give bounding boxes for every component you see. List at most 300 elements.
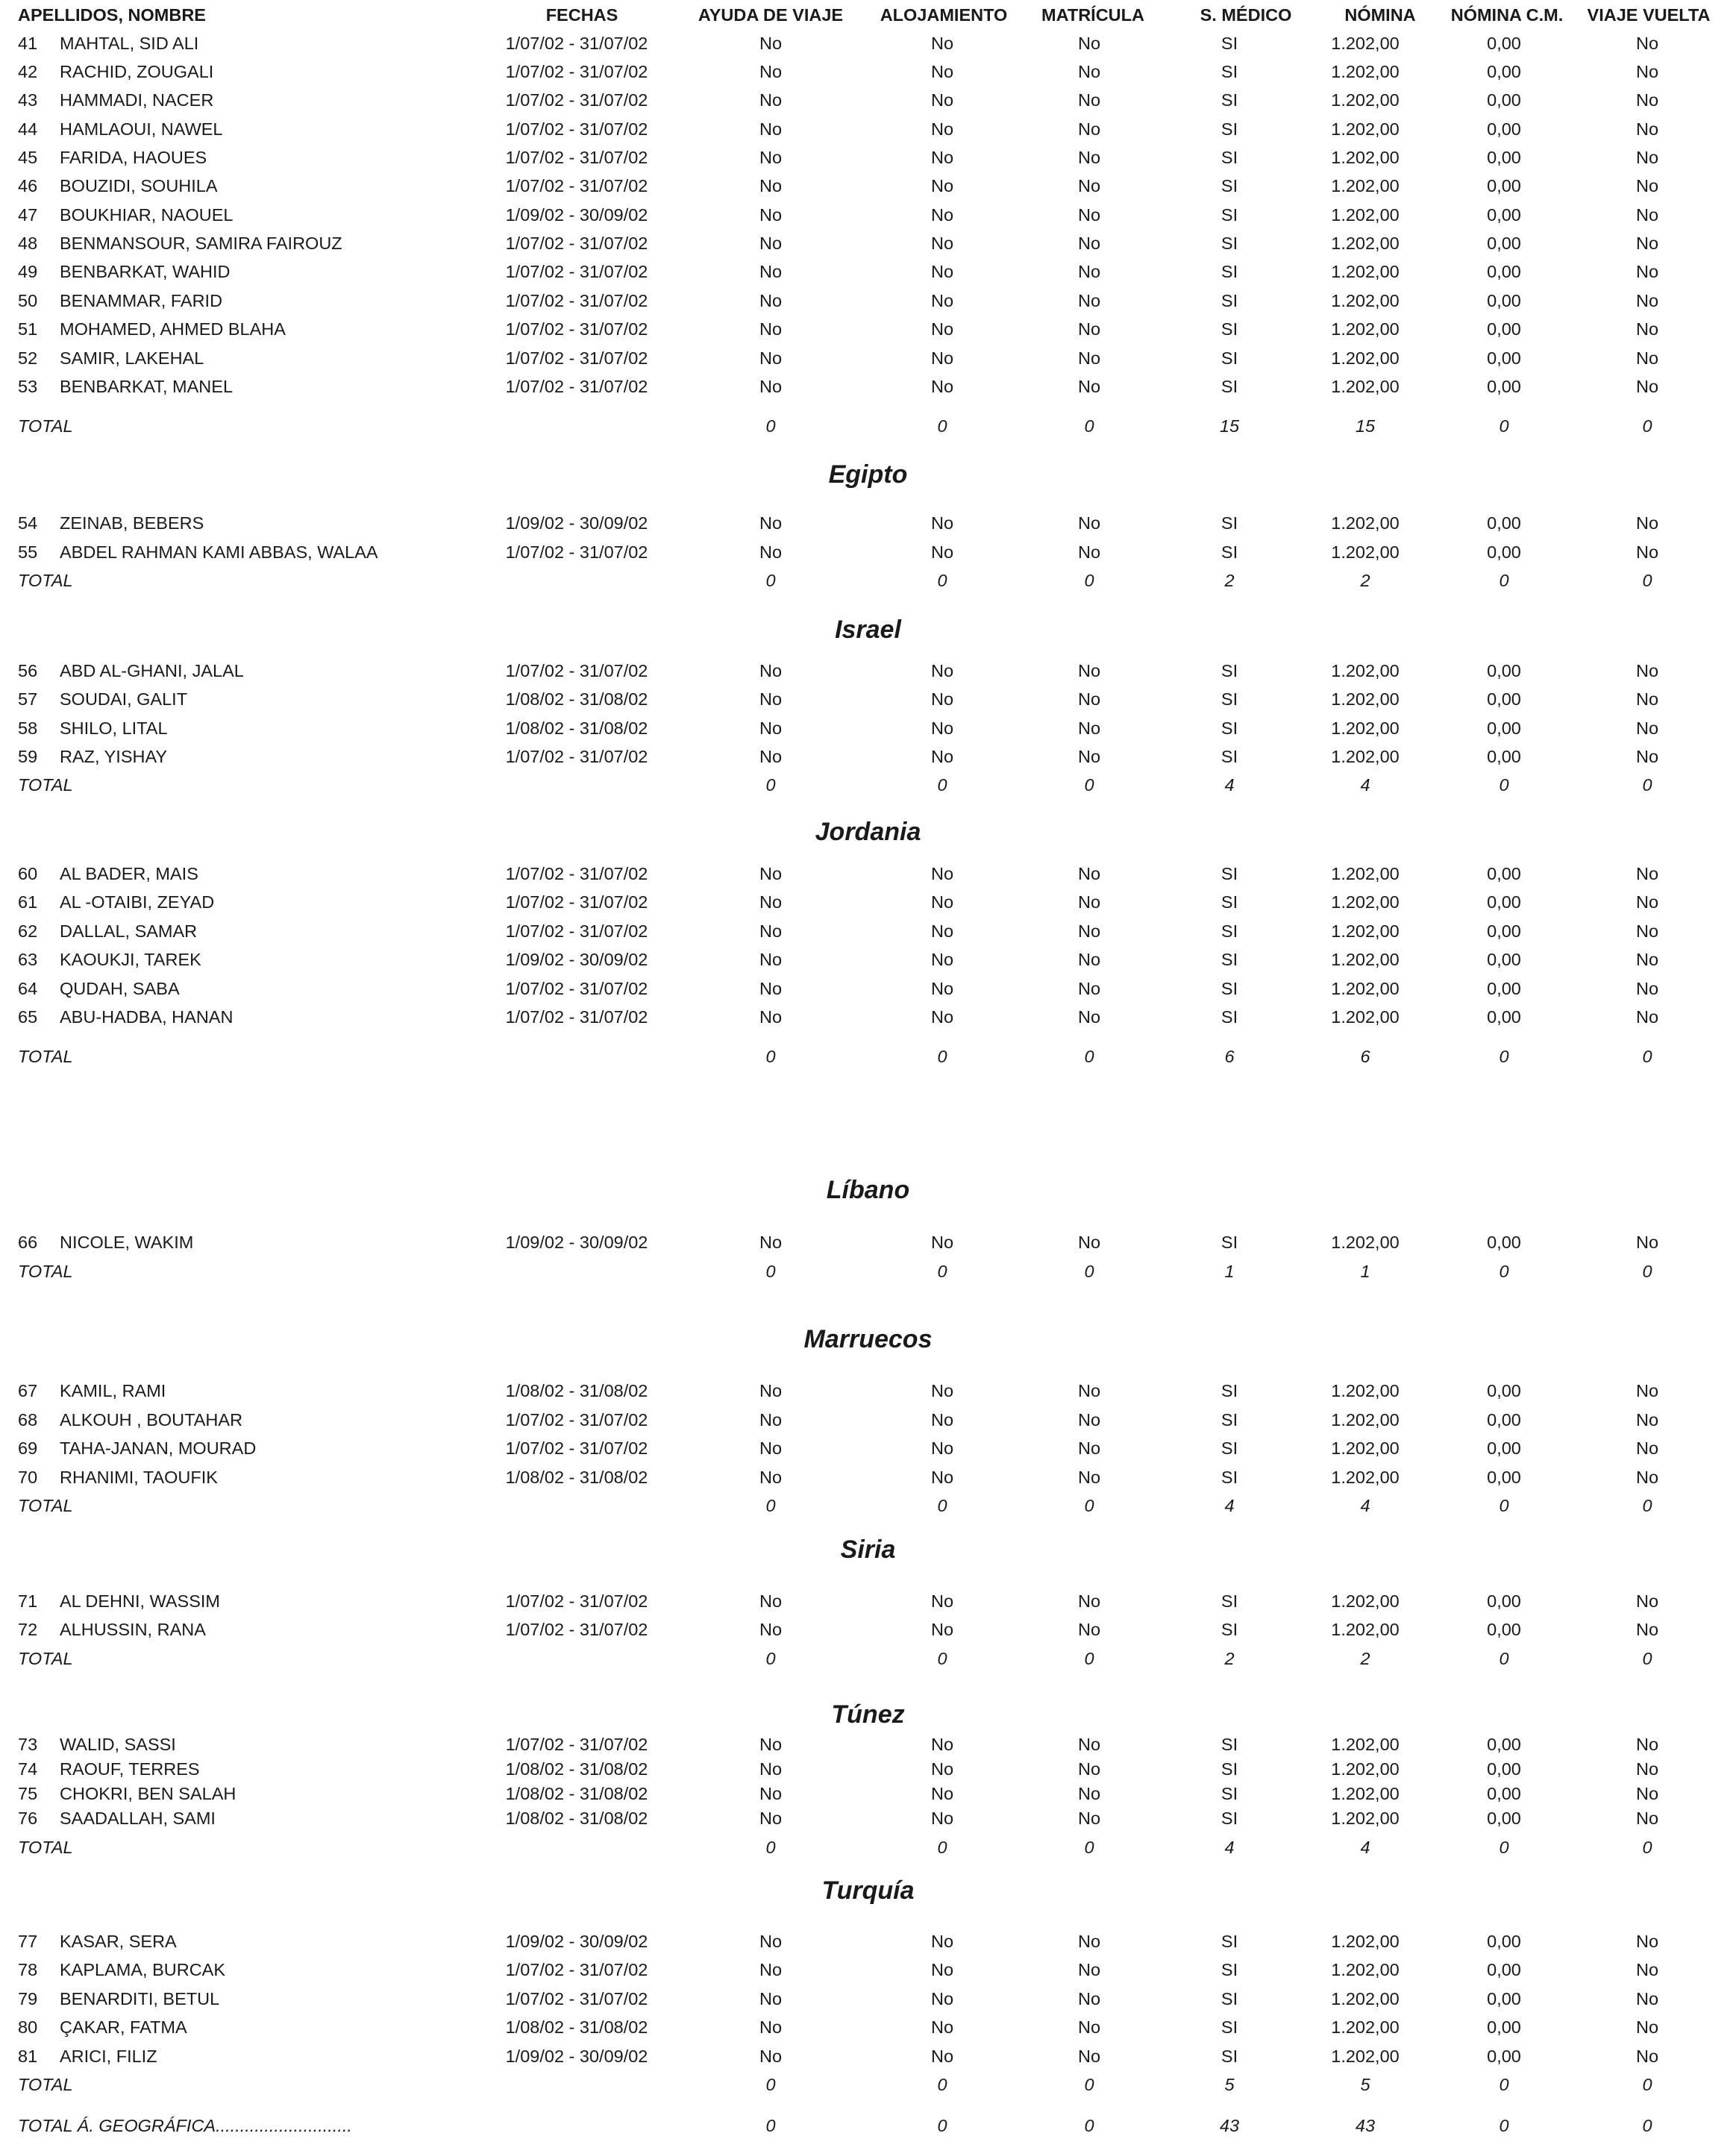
total-nomina: 6	[1360, 1047, 1370, 1066]
total-ayuda: 0	[765, 1838, 776, 1857]
row-smedico: SI	[1220, 661, 1238, 680]
row-nomina-cm: 0,00	[1487, 892, 1521, 912]
table-row	[0, 1928, 1736, 1955]
row-nomina-cm: 0,00	[1487, 979, 1521, 998]
row-matricula: No	[1077, 1438, 1101, 1458]
section-title: Jordania	[815, 818, 921, 846]
row-number: 73	[18, 1735, 38, 1754]
person-name: CHOKRI, BEN SALAH	[60, 1784, 236, 1803]
row-matricula: No	[1077, 1007, 1101, 1027]
row-nomina-cm: 0,00	[1487, 2017, 1521, 2037]
person-name: RAZ, YISHAY	[60, 747, 168, 766]
row-ayuda: No	[759, 892, 783, 912]
person-name: FARIDA, HAOUES	[60, 148, 207, 167]
row-fechas: 1/07/02 - 31/07/02	[505, 747, 648, 766]
row-ayuda: No	[759, 62, 783, 81]
row-nomina: 1.202,00	[1331, 921, 1400, 941]
row-number: 76	[18, 1809, 38, 1828]
row-smedico: SI	[1220, 1989, 1238, 2008]
row-fechas: 1/07/02 - 31/07/02	[505, 291, 648, 310]
row-nomina-cm: 0,00	[1487, 119, 1521, 139]
row-alojamiento: No	[930, 291, 954, 310]
row-ayuda: No	[759, 542, 783, 562]
row-viaje: No	[1635, 1960, 1659, 1979]
row-alojamiento: No	[930, 950, 954, 969]
section-title: Líbano	[826, 1176, 910, 1204]
row-fechas: 1/07/02 - 31/07/02	[505, 661, 648, 680]
total-matricula: 0	[1084, 1496, 1094, 1515]
row-nomina-cm: 0,00	[1487, 1932, 1521, 1951]
grand-total-nomina: 43	[1355, 2116, 1376, 2135]
header-matricula: MATRÍCULA	[1041, 5, 1144, 25]
person-name: MAHTAL, SID ALI	[60, 34, 199, 53]
row-matricula: No	[1077, 1759, 1101, 1779]
row-matricula: No	[1077, 1809, 1101, 1828]
section-title: Israel	[835, 616, 901, 644]
person-name: KASAR, SERA	[60, 1932, 177, 1951]
row-ayuda: No	[759, 1233, 783, 1252]
row-fechas: 1/07/02 - 31/07/02	[505, 234, 648, 253]
total-nomina-cm: 0	[1499, 571, 1509, 590]
section-title: Siria	[840, 1535, 896, 1564]
person-name: DALLAL, SAMAR	[60, 921, 198, 941]
row-smedico: SI	[1220, 921, 1238, 941]
total-ayuda: 0	[765, 1649, 776, 1668]
row-fechas: 1/08/02 - 31/08/02	[505, 1759, 648, 1779]
row-viaje: No	[1635, 148, 1659, 167]
row-matricula: No	[1077, 689, 1101, 709]
grand-total-alojamiento: 0	[937, 2116, 947, 2135]
row-fechas: 1/09/02 - 30/09/02	[505, 513, 648, 533]
row-ayuda: No	[759, 979, 783, 998]
table-row	[0, 1229, 1736, 1256]
row-fechas: 1/09/02 - 30/09/02	[505, 950, 648, 969]
total-nomina: 5	[1360, 2075, 1370, 2094]
row-matricula: No	[1077, 62, 1101, 81]
header-name: APELLIDOS, NOMBRE	[18, 5, 206, 25]
row-matricula: No	[1077, 148, 1101, 167]
row-fechas: 1/08/02 - 31/08/02	[505, 1381, 648, 1400]
total-smedico: 6	[1224, 1047, 1235, 1066]
row-alojamiento: No	[930, 119, 954, 139]
row-number: 61	[18, 892, 38, 912]
row-viaje: No	[1635, 689, 1659, 709]
row-smedico: SI	[1220, 513, 1238, 533]
row-number: 49	[18, 262, 38, 281]
row-ayuda: No	[759, 1620, 783, 1639]
person-name: SHILO, LITAL	[60, 718, 168, 738]
table-row	[0, 316, 1736, 342]
total-nomina: 4	[1360, 775, 1370, 795]
row-nomina: 1.202,00	[1331, 2047, 1400, 2066]
row-smedico: SI	[1220, 1620, 1238, 1639]
row-nomina-cm: 0,00	[1487, 90, 1521, 110]
row-ayuda: No	[759, 119, 783, 139]
row-smedico: SI	[1220, 1932, 1238, 1951]
row-fechas: 1/07/02 - 31/07/02	[505, 377, 648, 396]
row-fechas: 1/07/02 - 31/07/02	[505, 319, 648, 339]
table-row	[0, 2014, 1736, 2041]
row-smedico: SI	[1220, 1735, 1238, 1754]
row-nomina-cm: 0,00	[1487, 1989, 1521, 2008]
row-ayuda: No	[759, 176, 783, 195]
row-nomina: 1.202,00	[1331, 1989, 1400, 2008]
row-fechas: 1/07/02 - 31/07/02	[505, 542, 648, 562]
row-smedico: SI	[1220, 979, 1238, 998]
row-alojamiento: No	[930, 176, 954, 195]
row-number: 55	[18, 542, 38, 562]
row-number: 53	[18, 377, 38, 396]
total-nomina: 15	[1355, 416, 1376, 436]
row-viaje: No	[1635, 1381, 1659, 1400]
row-alojamiento: No	[930, 234, 954, 253]
row-viaje: No	[1635, 176, 1659, 195]
row-number: 56	[18, 661, 38, 680]
table-row	[0, 87, 1736, 113]
row-nomina: 1.202,00	[1331, 319, 1400, 339]
row-viaje: No	[1635, 377, 1659, 396]
row-smedico: SI	[1220, 1410, 1238, 1430]
grand-total-matricula: 0	[1084, 2116, 1094, 2135]
row-nomina-cm: 0,00	[1487, 1381, 1521, 1400]
row-fechas: 1/07/02 - 31/07/02	[505, 921, 648, 941]
person-name: BOUKHIAR, NAOUEL	[60, 205, 234, 225]
row-smedico: SI	[1220, 864, 1238, 883]
table-row	[0, 1588, 1736, 1615]
row-viaje: No	[1635, 513, 1659, 533]
row-alojamiento: No	[930, 2017, 954, 2037]
row-alojamiento: No	[930, 262, 954, 281]
row-fechas: 1/07/02 - 31/07/02	[505, 979, 648, 998]
row-alojamiento: No	[930, 205, 954, 225]
row-nomina-cm: 0,00	[1487, 205, 1521, 225]
row-nomina-cm: 0,00	[1487, 689, 1521, 709]
row-nomina: 1.202,00	[1331, 979, 1400, 998]
row-viaje: No	[1635, 1809, 1659, 1828]
row-smedico: SI	[1220, 234, 1238, 253]
total-viaje: 0	[1642, 1838, 1652, 1857]
row-number: 80	[18, 2017, 38, 2037]
section-title: Egipto	[828, 460, 908, 489]
row-fechas: 1/08/02 - 31/08/02	[505, 1784, 648, 1803]
person-name: AL DEHNI, WASSIM	[60, 1591, 221, 1611]
total-alojamiento: 0	[937, 2075, 947, 2094]
row-alojamiento: No	[930, 1410, 954, 1430]
total-alojamiento: 0	[937, 775, 947, 795]
row-viaje: No	[1635, 1620, 1659, 1639]
row-matricula: No	[1077, 90, 1101, 110]
row-smedico: SI	[1220, 1007, 1238, 1027]
total-alojamiento: 0	[937, 1649, 947, 1668]
row-nomina: 1.202,00	[1331, 892, 1400, 912]
row-viaje: No	[1635, 1410, 1659, 1430]
row-number: 52	[18, 348, 38, 368]
row-smedico: SI	[1220, 718, 1238, 738]
row-viaje: No	[1635, 62, 1659, 81]
row-ayuda: No	[759, 921, 783, 941]
row-nomina: 1.202,00	[1331, 291, 1400, 310]
total-matricula: 0	[1084, 1649, 1094, 1668]
row-fechas: 1/08/02 - 31/08/02	[505, 1809, 648, 1828]
row-nomina: 1.202,00	[1331, 148, 1400, 167]
row-smedico: SI	[1220, 689, 1238, 709]
table-row	[0, 686, 1736, 713]
row-matricula: No	[1077, 234, 1101, 253]
row-number: 67	[18, 1381, 38, 1400]
row-smedico: SI	[1220, 1233, 1238, 1252]
row-alojamiento: No	[930, 747, 954, 766]
row-number: 81	[18, 2047, 38, 2066]
row-matricula: No	[1077, 921, 1101, 941]
row-matricula: No	[1077, 1960, 1101, 1979]
row-smedico: SI	[1220, 34, 1238, 53]
total-matricula: 0	[1084, 1047, 1094, 1066]
row-alojamiento: No	[930, 1381, 954, 1400]
row-smedico: SI	[1220, 291, 1238, 310]
table-row	[0, 975, 1736, 1002]
row-matricula: No	[1077, 262, 1101, 281]
person-name: SAADALLAH, SAMI	[60, 1809, 216, 1828]
grand-total-viaje: 0	[1642, 2116, 1652, 2135]
total-alojamiento: 0	[937, 1262, 947, 1281]
row-matricula: No	[1077, 176, 1101, 195]
row-number: 70	[18, 1468, 38, 1487]
person-name: SAMIR, LAKEHAL	[60, 348, 204, 368]
row-nomina-cm: 0,00	[1487, 661, 1521, 680]
row-viaje: No	[1635, 542, 1659, 562]
row-nomina: 1.202,00	[1331, 1759, 1400, 1779]
row-fechas: 1/09/02 - 30/09/02	[505, 2047, 648, 2066]
total-nomina-cm: 0	[1499, 1047, 1509, 1066]
row-number: 71	[18, 1591, 38, 1611]
total-smedico: 15	[1219, 416, 1240, 436]
row-number: 46	[18, 176, 38, 195]
row-matricula: No	[1077, 1233, 1101, 1252]
person-name: ARICI, FILIZ	[60, 2047, 157, 2066]
row-number: 54	[18, 513, 38, 533]
row-matricula: No	[1077, 348, 1101, 368]
row-number: 60	[18, 864, 38, 883]
row-fechas: 1/08/02 - 31/08/02	[505, 1468, 648, 1487]
row-nomina: 1.202,00	[1331, 1620, 1400, 1639]
row-alojamiento: No	[930, 864, 954, 883]
row-smedico: SI	[1220, 377, 1238, 396]
total-matricula: 0	[1084, 1838, 1094, 1857]
row-ayuda: No	[759, 377, 783, 396]
row-smedico: SI	[1220, 148, 1238, 167]
row-number: 69	[18, 1438, 38, 1458]
person-name: BOUZIDI, SOUHILA	[60, 176, 218, 195]
row-viaje: No	[1635, 747, 1659, 766]
row-matricula: No	[1077, 34, 1101, 53]
total-label: TOTAL	[18, 416, 73, 436]
total-smedico: 2	[1224, 1649, 1235, 1668]
row-nomina: 1.202,00	[1331, 1809, 1400, 1828]
table-row	[0, 1464, 1736, 1491]
row-alojamiento: No	[930, 1591, 954, 1611]
row-number: 43	[18, 90, 38, 110]
total-nomina: 4	[1360, 1496, 1370, 1515]
total-label: TOTAL	[18, 1649, 73, 1668]
person-name: ALHUSSIN, RANA	[60, 1620, 206, 1639]
total-nomina-cm: 0	[1499, 416, 1509, 436]
row-fechas: 1/08/02 - 31/08/02	[505, 2017, 648, 2037]
header-smedico: S. MÉDICO	[1200, 5, 1292, 25]
table-row	[0, 230, 1736, 257]
header-ayuda: AYUDA DE VIAJE	[698, 5, 844, 25]
total-matricula: 0	[1084, 775, 1094, 795]
row-viaje: No	[1635, 205, 1659, 225]
grand-total-nomina-cm: 0	[1499, 2116, 1509, 2135]
person-name: AL BADER, MAIS	[60, 864, 198, 883]
row-matricula: No	[1077, 2017, 1101, 2037]
row-nomina: 1.202,00	[1331, 1468, 1400, 1487]
row-number: 42	[18, 62, 38, 81]
row-nomina: 1.202,00	[1331, 1007, 1400, 1027]
person-name: RACHID, ZOUGALI	[60, 62, 214, 81]
table-row	[0, 743, 1736, 770]
row-fechas: 1/08/02 - 31/08/02	[505, 689, 648, 709]
person-name: HAMMADI, NACER	[60, 90, 214, 110]
row-viaje: No	[1635, 90, 1659, 110]
row-nomina: 1.202,00	[1331, 1381, 1400, 1400]
total-smedico: 4	[1224, 1496, 1235, 1515]
total-alojamiento: 0	[937, 1838, 947, 1857]
total-viaje: 0	[1642, 1649, 1652, 1668]
row-nomina-cm: 0,00	[1487, 1410, 1521, 1430]
row-number: 44	[18, 119, 38, 139]
row-nomina-cm: 0,00	[1487, 148, 1521, 167]
total-viaje: 0	[1642, 2075, 1652, 2094]
total-smedico: 5	[1224, 2075, 1235, 2094]
row-alojamiento: No	[930, 1468, 954, 1487]
row-nomina-cm: 0,00	[1487, 921, 1521, 941]
row-matricula: No	[1077, 1381, 1101, 1400]
row-smedico: SI	[1220, 950, 1238, 969]
row-matricula: No	[1077, 513, 1101, 533]
table-row	[0, 172, 1736, 199]
row-nomina: 1.202,00	[1331, 864, 1400, 883]
total-matricula: 0	[1084, 2075, 1094, 2094]
total-nomina-cm: 0	[1499, 1838, 1509, 1857]
row-ayuda: No	[759, 1809, 783, 1828]
row-number: 65	[18, 1007, 38, 1027]
row-nomina-cm: 0,00	[1487, 234, 1521, 253]
person-name: ABD AL-GHANI, JALAL	[60, 661, 244, 680]
row-fechas: 1/07/02 - 31/07/02	[505, 90, 648, 110]
total-matricula: 0	[1084, 1262, 1094, 1281]
total-ayuda: 0	[765, 1262, 776, 1281]
row-smedico: SI	[1220, 348, 1238, 368]
row-alojamiento: No	[930, 1007, 954, 1027]
row-viaje: No	[1635, 1007, 1659, 1027]
row-nomina: 1.202,00	[1331, 2017, 1400, 2037]
row-number: 57	[18, 689, 38, 709]
person-name: WALID, SASSI	[60, 1735, 176, 1754]
row-nomina: 1.202,00	[1331, 1784, 1400, 1803]
row-viaje: No	[1635, 262, 1659, 281]
row-nomina-cm: 0,00	[1487, 542, 1521, 562]
row-ayuda: No	[759, 205, 783, 225]
section-title: Turquía	[821, 1876, 915, 1905]
row-nomina-cm: 0,00	[1487, 262, 1521, 281]
row-smedico: SI	[1220, 1784, 1238, 1803]
table-row	[0, 30, 1736, 57]
table-row	[0, 1406, 1736, 1433]
row-alojamiento: No	[930, 90, 954, 110]
row-nomina: 1.202,00	[1331, 718, 1400, 738]
row-smedico: SI	[1220, 1809, 1238, 1828]
row-fechas: 1/07/02 - 31/07/02	[505, 1620, 648, 1639]
row-smedico: SI	[1220, 2017, 1238, 2037]
person-name: RHANIMI, TAOUFIK	[60, 1468, 218, 1487]
total-nomina-cm: 0	[1499, 2075, 1509, 2094]
table-row	[0, 946, 1736, 973]
row-number: 59	[18, 747, 38, 766]
row-smedico: SI	[1220, 1468, 1238, 1487]
table-row	[0, 287, 1736, 314]
person-name: KAMIL, RAMI	[60, 1381, 166, 1400]
row-nomina-cm: 0,00	[1487, 1468, 1521, 1487]
row-fechas: 1/07/02 - 31/07/02	[505, 1410, 648, 1430]
row-ayuda: No	[759, 319, 783, 339]
total-viaje: 0	[1642, 1496, 1652, 1515]
person-name: NICOLE, WAKIM	[60, 1233, 194, 1252]
row-smedico: SI	[1220, 176, 1238, 195]
row-alojamiento: No	[930, 1809, 954, 1828]
row-matricula: No	[1077, 1932, 1101, 1951]
row-nomina: 1.202,00	[1331, 747, 1400, 766]
row-ayuda: No	[759, 513, 783, 533]
grand-total-row	[0, 2112, 1736, 2139]
total-label: TOTAL	[18, 2075, 73, 2094]
row-smedico: SI	[1220, 747, 1238, 766]
total-nomina: 2	[1360, 1649, 1370, 1668]
grand-total-ayuda: 0	[765, 2116, 776, 2135]
row-nomina-cm: 0,00	[1487, 1809, 1521, 1828]
row-smedico: SI	[1220, 1438, 1238, 1458]
row-fechas: 1/07/02 - 31/07/02	[505, 62, 648, 81]
row-matricula: No	[1077, 319, 1101, 339]
person-name: SOUDAI, GALIT	[60, 689, 188, 709]
total-alojamiento: 0	[937, 416, 947, 436]
row-alojamiento: No	[930, 1620, 954, 1639]
row-viaje: No	[1635, 1468, 1659, 1487]
person-name: ALKOUH , BOUTAHAR	[60, 1410, 243, 1430]
row-viaje: No	[1635, 348, 1659, 368]
table-row	[0, 1377, 1736, 1404]
row-number: 45	[18, 148, 38, 167]
total-nomina: 4	[1360, 1838, 1370, 1857]
row-alojamiento: No	[930, 348, 954, 368]
row-ayuda: No	[759, 262, 783, 281]
row-number: 75	[18, 1784, 38, 1803]
row-fechas: 1/07/02 - 31/07/02	[505, 1989, 648, 2008]
row-viaje: No	[1635, 234, 1659, 253]
row-nomina-cm: 0,00	[1487, 747, 1521, 766]
table-row	[0, 1985, 1736, 2012]
row-ayuda: No	[759, 1932, 783, 1951]
total-viaje: 0	[1642, 775, 1652, 795]
table-row	[0, 58, 1736, 85]
header-nomina: NÓMINA	[1344, 5, 1416, 25]
row-nomina: 1.202,00	[1331, 262, 1400, 281]
total-label: TOTAL	[18, 1047, 73, 1066]
table-row	[0, 1956, 1736, 1983]
row-ayuda: No	[759, 90, 783, 110]
table-row	[0, 657, 1736, 684]
row-alojamiento: No	[930, 661, 954, 680]
